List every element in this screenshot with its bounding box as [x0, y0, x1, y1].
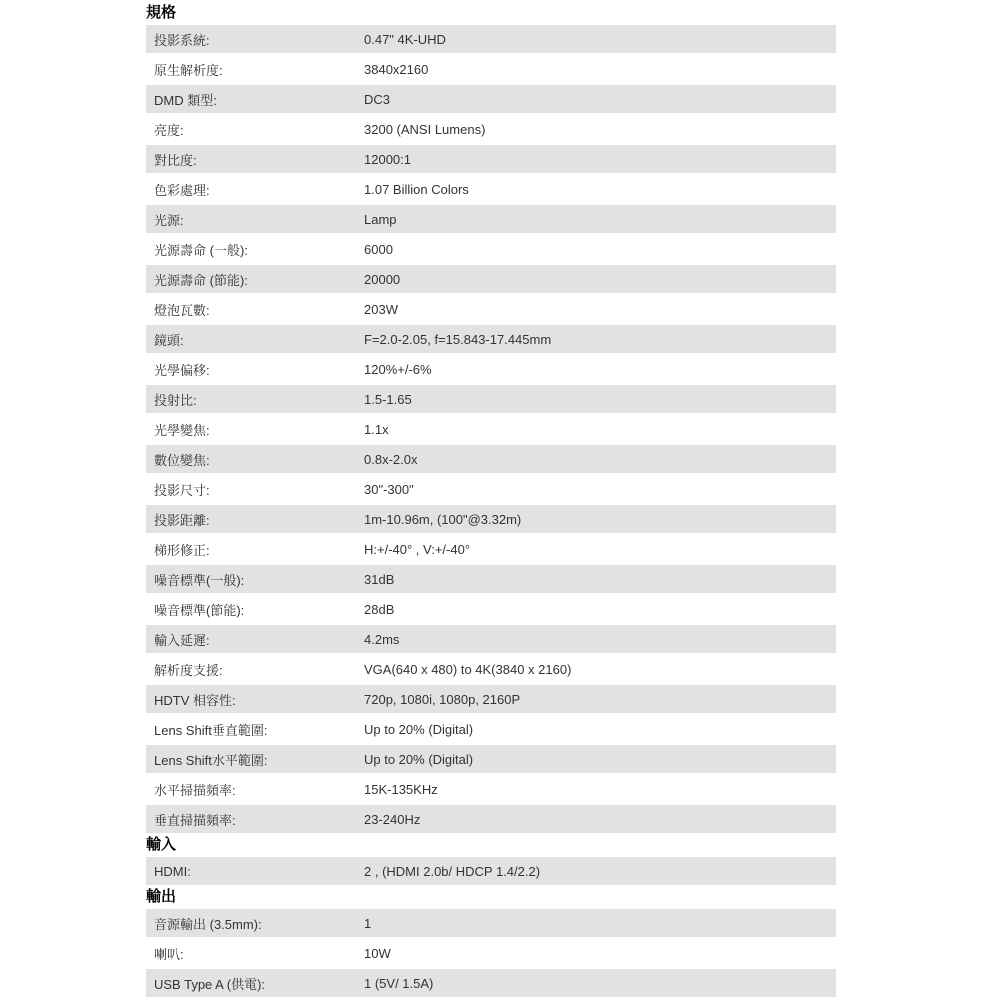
section-title: 規格 [146, 4, 177, 21]
spec-value: Up to 20% (Digital) [364, 751, 474, 767]
spec-label: 光源壽命 (節能): [154, 272, 248, 288]
spec-label: 鏡頭: [154, 332, 184, 348]
spec-row [146, 85, 836, 113]
spec-row [146, 745, 836, 773]
spec-row [146, 969, 836, 997]
spec-value: 0.47" 4K-UHD [364, 31, 446, 47]
spec-value: 1m-10.96m, (100"@3.32m) [364, 511, 522, 527]
spec-value: 1.5-1.65 [364, 391, 412, 407]
spec-label: 輸入延遲: [154, 632, 210, 648]
spec-label: 光源壽命 (一般): [154, 242, 248, 258]
spec-value: 203W [364, 301, 398, 317]
spec-label: HDTV 相容性: [154, 692, 236, 708]
spec-row [146, 625, 836, 653]
spec-label: 對比度: [154, 152, 197, 168]
spec-label: 數位變焦: [154, 452, 210, 468]
spec-value: Up to 20% (Digital) [364, 721, 474, 737]
spec-label: 色彩處理: [154, 182, 210, 198]
spec-row [146, 385, 836, 413]
spec-label: 原生解析度: [154, 62, 223, 78]
spec-label: 投射比: [154, 392, 197, 408]
spec-label: 投影系統: [154, 32, 210, 48]
spec-value: 31dB [364, 571, 395, 587]
spec-value: 15K-135KHz [364, 781, 438, 797]
spec-label: 光源: [154, 212, 184, 228]
spec-label: 垂直掃描頻率: [154, 812, 236, 828]
spec-label: Lens Shift垂直範圍: [154, 722, 268, 738]
spec-value: VGA(640 x 480) to 4K(3840 x 2160) [364, 661, 572, 677]
spec-value: 6000 [364, 241, 393, 257]
spec-value: 1 [364, 915, 372, 931]
spec-row [146, 355, 836, 383]
spec-label: 投影尺寸: [154, 482, 210, 498]
spec-row [146, 325, 836, 353]
spec-value: 10W [364, 945, 391, 961]
spec-row [146, 595, 836, 623]
spec-value: 28dB [364, 601, 395, 617]
spec-row [146, 445, 836, 473]
spec-row [146, 909, 836, 937]
spec-value: DC3 [364, 91, 391, 107]
spec-label: 燈泡瓦數: [154, 302, 210, 318]
spec-value: 23-240Hz [364, 811, 421, 827]
spec-value: 3840x2160 [364, 61, 429, 77]
spec-value: 4.2ms [364, 631, 400, 647]
spec-value: 20000 [364, 271, 401, 287]
spec-row [146, 265, 836, 293]
spec-label: 噪音標準(一般): [154, 572, 245, 588]
spec-value: 2 , (HDMI 2.0b/ HDCP 1.4/2.2) [364, 863, 541, 879]
spec-row [146, 939, 836, 967]
spec-label: Lens Shift水平範圍: [154, 752, 268, 768]
spec-row [146, 535, 836, 563]
spec-row [146, 685, 836, 713]
spec-row [146, 715, 836, 743]
spec-row [146, 655, 836, 683]
section-title: 輸出 [146, 888, 177, 905]
spec-label: DMD 類型: [154, 92, 217, 108]
spec-section [146, 888, 836, 997]
spec-label: HDMI: [154, 863, 191, 879]
spec-section [146, 836, 836, 885]
spec-row [146, 295, 836, 323]
spec-label: 喇叭: [154, 946, 184, 962]
spec-label: 解析度支援: [154, 662, 223, 678]
spec-value: 1.07 Billion Colors [364, 181, 469, 197]
spec-value: H:+/-40° , V:+/-40° [364, 541, 471, 557]
spec-row [146, 565, 836, 593]
spec-label: 水平掃描頻率: [154, 782, 236, 798]
spec-value: 12000:1 [364, 151, 411, 167]
spec-label: 梯形修正: [154, 542, 210, 558]
spec-label: 光學變焦: [154, 422, 210, 438]
spec-row [146, 415, 836, 443]
spec-label: 光學偏移: [154, 362, 210, 378]
spec-value: 120%+/-6% [364, 361, 432, 377]
spec-row [146, 55, 836, 83]
spec-value: 3200 (ANSI Lumens) [364, 121, 486, 137]
spec-row [146, 145, 836, 173]
spec-label: USB Type A (供電): [154, 976, 266, 992]
spec-value: Lamp [364, 211, 397, 227]
spec-label: 噪音標準(節能): [154, 602, 245, 618]
spec-label: 音源輸出 (3.5mm): [154, 916, 262, 932]
section-title: 輸入 [146, 836, 177, 853]
spec-row [146, 25, 836, 53]
spec-value: 0.8x-2.0x [364, 451, 418, 467]
spec-label: 亮度: [154, 122, 184, 138]
spec-row [146, 475, 836, 503]
spec-row [146, 857, 836, 885]
spec-row [146, 205, 836, 233]
spec-label: 投影距離: [154, 512, 210, 528]
spec-row [146, 805, 836, 833]
spec-value: 1.1x [364, 421, 389, 437]
spec-value: F=2.0-2.05, f=15.843-17.445mm [364, 331, 552, 347]
spec-section [146, 4, 836, 833]
spec-row [146, 505, 836, 533]
spec-row [146, 115, 836, 143]
spec-value: 720p, 1080i, 1080p, 2160P [364, 691, 521, 707]
spec-table-container [146, 4, 836, 999]
spec-row [146, 175, 836, 203]
spec-row [146, 235, 836, 263]
spec-value: 30"-300" [364, 481, 414, 497]
spec-value: 1 (5V/ 1.5A) [364, 975, 434, 991]
spec-row [146, 775, 836, 803]
